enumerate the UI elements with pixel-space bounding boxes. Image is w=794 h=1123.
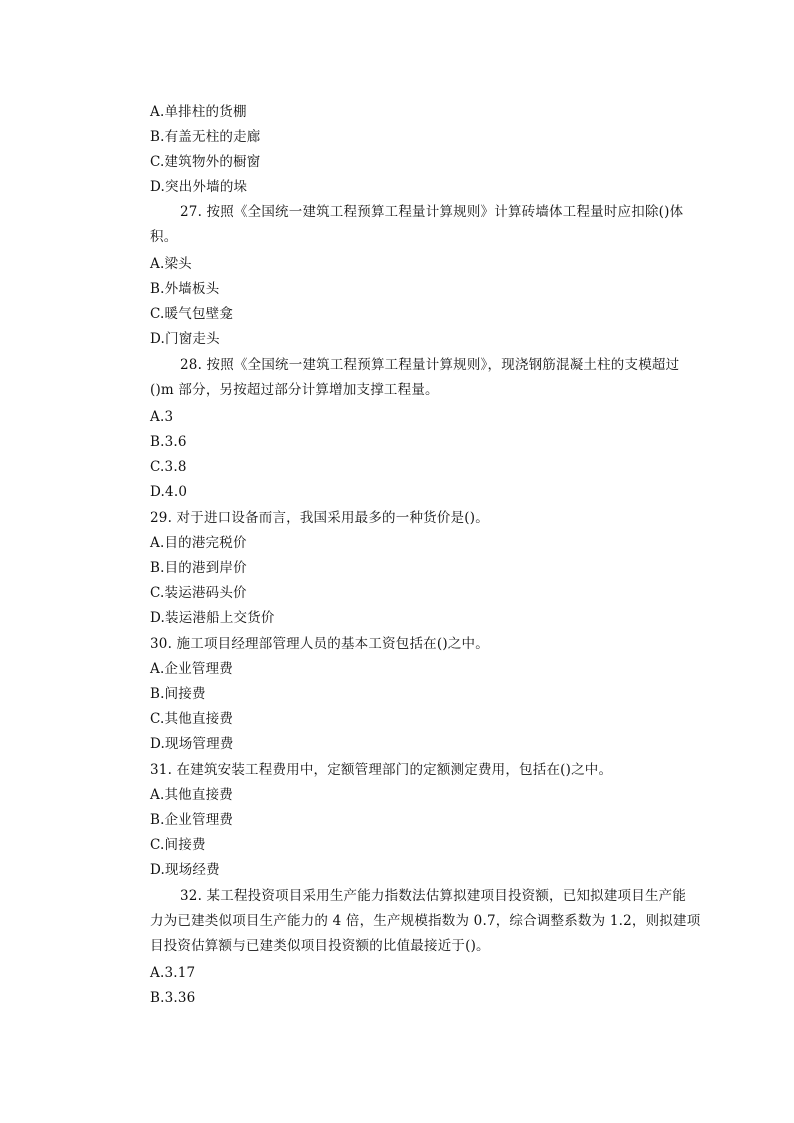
option-b-q30: B.间接费 bbox=[150, 686, 206, 702]
option-c-q31: C.间接费 bbox=[150, 837, 206, 853]
option-c-q26: C.建筑物外的橱窗 bbox=[150, 154, 261, 170]
option-d-q29: D.装运港船上交货价 bbox=[150, 610, 275, 626]
question-32-text-cont-1: 力为已建类似项目生产能力的 4 倍，生产规模指数为 0.7，综合调整系数为 1.2，则拟建项 bbox=[150, 913, 701, 929]
question-32-text-cont-2: 目投资估算额与已建类似项目投资额的比值最接近于()。 bbox=[150, 938, 490, 954]
option-b-q32: B.3.36 bbox=[150, 990, 196, 1006]
option-c-q30: C.其他直接费 bbox=[150, 711, 234, 727]
option-d-q31: D.现场经费 bbox=[150, 862, 220, 878]
question-28-text: 28. 按照《全国统一建筑工程预算工程量计算规则》，现浇钢筋混凝土柱的支模超过 bbox=[180, 357, 680, 373]
question-29-text: 29. 对于进口设备而言，我国采用最多的一种货价是()。 bbox=[150, 510, 489, 526]
option-a-q27: A.梁头 bbox=[150, 256, 192, 272]
option-b-q26: B.有盖无柱的走廊 bbox=[150, 129, 261, 145]
option-a-q30: A.企业管理费 bbox=[150, 661, 233, 677]
option-a-q29: A.目的港完税价 bbox=[150, 535, 247, 551]
option-c-q27: C.暖气包壁龛 bbox=[150, 306, 234, 322]
option-a-q31: A.其他直接费 bbox=[150, 787, 233, 803]
option-b-q31: B.企业管理费 bbox=[150, 812, 234, 828]
question-30-text: 30. 施工项目经理部管理人员的基本工资包括在()之中。 bbox=[150, 636, 489, 652]
option-a-q32: A.3.17 bbox=[150, 965, 196, 981]
option-d-q28: D.4.0 bbox=[150, 484, 188, 500]
option-d-q30: D.现场管理费 bbox=[150, 736, 234, 752]
question-27-text-cont: 积。 bbox=[150, 229, 178, 245]
option-a-q26: A.单排柱的货棚 bbox=[150, 104, 247, 120]
option-b-q28: B.3.6 bbox=[150, 434, 187, 450]
question-28-text-cont: ()m 部分，另按超过部分计算增加支撑工程量。 bbox=[150, 382, 439, 398]
option-c-q28: C.3.8 bbox=[150, 459, 187, 475]
question-27-text: 27. 按照《全国统一建筑工程预算工程量计算规则》计算砖墙体工程量时应扣除()体 bbox=[180, 204, 684, 220]
question-31-text: 31. 在建筑安装工程费用中，定额管理部门的定额测定费用，包括在()之中。 bbox=[150, 762, 613, 778]
question-32-text: 32. 某工程投资项目采用生产能力指数法估算拟建项目投资额，已知拟建项目生产能 bbox=[180, 888, 687, 904]
option-a-q28: A.3 bbox=[150, 409, 174, 425]
option-d-q27: D.门窗走头 bbox=[150, 331, 220, 347]
option-b-q27: B.外墙板头 bbox=[150, 281, 220, 297]
option-c-q29: C.装运港码头价 bbox=[150, 585, 247, 601]
option-b-q29: B.目的港到岸价 bbox=[150, 560, 247, 576]
option-d-q26: D.突出外墙的垛 bbox=[150, 179, 248, 195]
